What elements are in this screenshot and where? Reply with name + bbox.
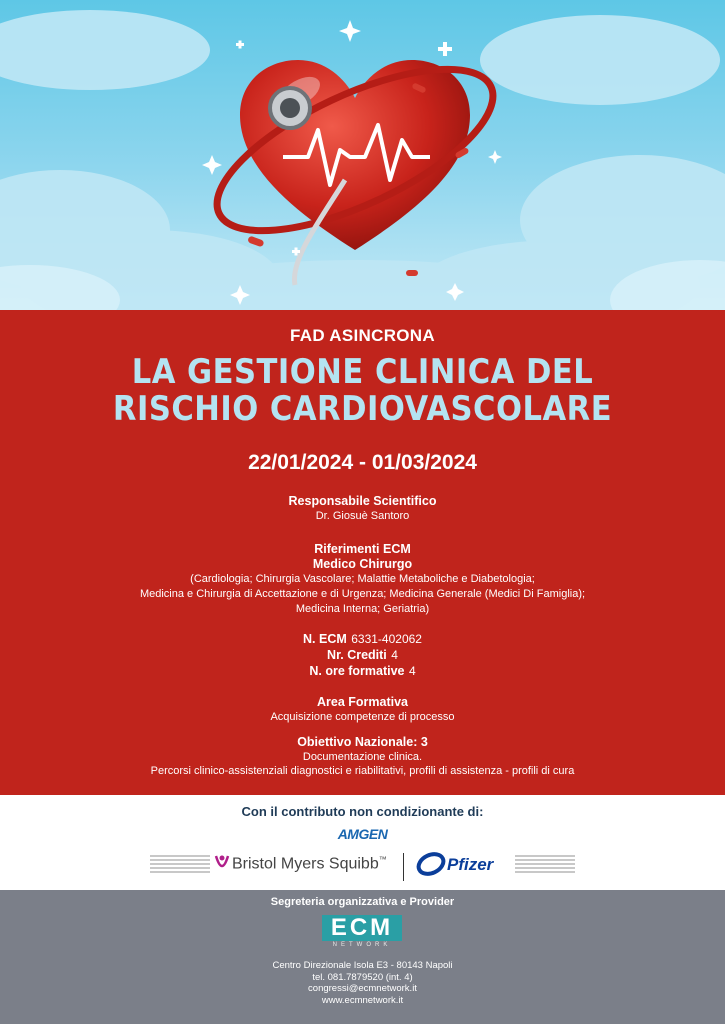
numbers-block	[0, 631, 725, 679]
disciplines-line-1: (Cardiologia; Chirurgia Vascolare; Malattie Metaboliche e Diabetologia;	[190, 573, 535, 585]
pfizer-icon	[416, 849, 446, 879]
bms-logo	[232, 855, 387, 873]
sponsors-section	[0, 795, 725, 890]
decor-lines-right	[515, 855, 575, 875]
pfizer-logo: Pfizer	[447, 855, 494, 874]
area-label: Area Formativa	[316, 695, 408, 709]
event-info	[0, 310, 725, 795]
responsabile-block	[0, 494, 725, 523]
credits-label: Nr. Crediti	[327, 648, 387, 662]
provider-footer	[0, 890, 725, 1024]
credits	[0, 647, 725, 663]
provider-contacts	[0, 960, 725, 1006]
title-line-2: RISCHIO CARDIOVASCOLARE	[112, 389, 613, 429]
amgen-logo: AMGEN	[337, 826, 388, 842]
ecm-number-label: N. ECM	[303, 632, 347, 646]
ecm-logo-text: ECM	[322, 915, 402, 941]
provider-website[interactable]: www.ecmnetwork.it	[321, 994, 404, 1006]
bms-icon	[214, 852, 230, 878]
hours	[0, 663, 725, 679]
provider-label: Segreteria organizzativa e Provider	[270, 896, 455, 908]
ecm-profession: Medico Chirurgo	[312, 557, 413, 571]
objective-line-2: Percorsi clinico-assistenziali diagnostici e riabilitativi, profili di assistenza - profili di cura	[150, 765, 575, 777]
hours-value: 4	[408, 664, 416, 678]
provider-email[interactable]: congressi@ecmnetwork.it	[308, 983, 417, 994]
ecm-refs-label: Riferimenti ECM	[314, 542, 411, 556]
ecm-logo-sub: NETWORK	[332, 942, 392, 948]
event-type: FAD ASINCRONA	[290, 326, 435, 345]
ecm-refs-block	[0, 542, 725, 617]
area-block	[0, 695, 725, 724]
objective-line-1: Documentazione clinica.	[302, 751, 423, 763]
event-dates: 22/01/2024 - 01/03/2024	[248, 451, 477, 474]
decor-lines-left	[150, 855, 210, 875]
event-title	[0, 354, 725, 428]
disciplines-line-2: Medicina e Chirurgia di Accettazione e di Urgenza; Medicina Generale (Medici Di Famiglia);	[139, 588, 586, 600]
objective-block	[0, 735, 725, 778]
responsabile-label: Responsabile Scientifico	[288, 494, 437, 508]
area-value: Acquisizione competenze di processo	[270, 711, 455, 723]
provider-tel: tel. 081.7879520 (int. 4)	[312, 971, 413, 983]
credits-value: 4	[391, 648, 398, 662]
ecm-network-logo	[322, 915, 402, 951]
sponsor-divider	[403, 853, 404, 881]
responsabile-value: Dr. Giosuè Santoro	[315, 510, 410, 522]
disciplines-line-3: Medicina Interna; Geriatria)	[295, 603, 430, 615]
hours-label: N. ore formative	[309, 664, 405, 678]
provider-address: Centro Direzionale Isola E3 - 80143 Napoli	[272, 960, 453, 971]
sponsors-intro: Con il contributo non condizionante di:	[241, 804, 484, 819]
bms-trademark: ™	[378, 855, 387, 864]
objective-label: Obiettivo Nazionale: 3	[297, 735, 428, 749]
ecm-number	[0, 631, 725, 647]
title-line-1: LA GESTIONE CLINICA DEL	[131, 352, 594, 392]
ecm-number-value: 6331-402062	[351, 632, 422, 646]
hero-art	[0, 0, 725, 310]
bms-name: Bristol Myers Squibb	[232, 855, 379, 873]
hero-illustration	[0, 0, 725, 310]
